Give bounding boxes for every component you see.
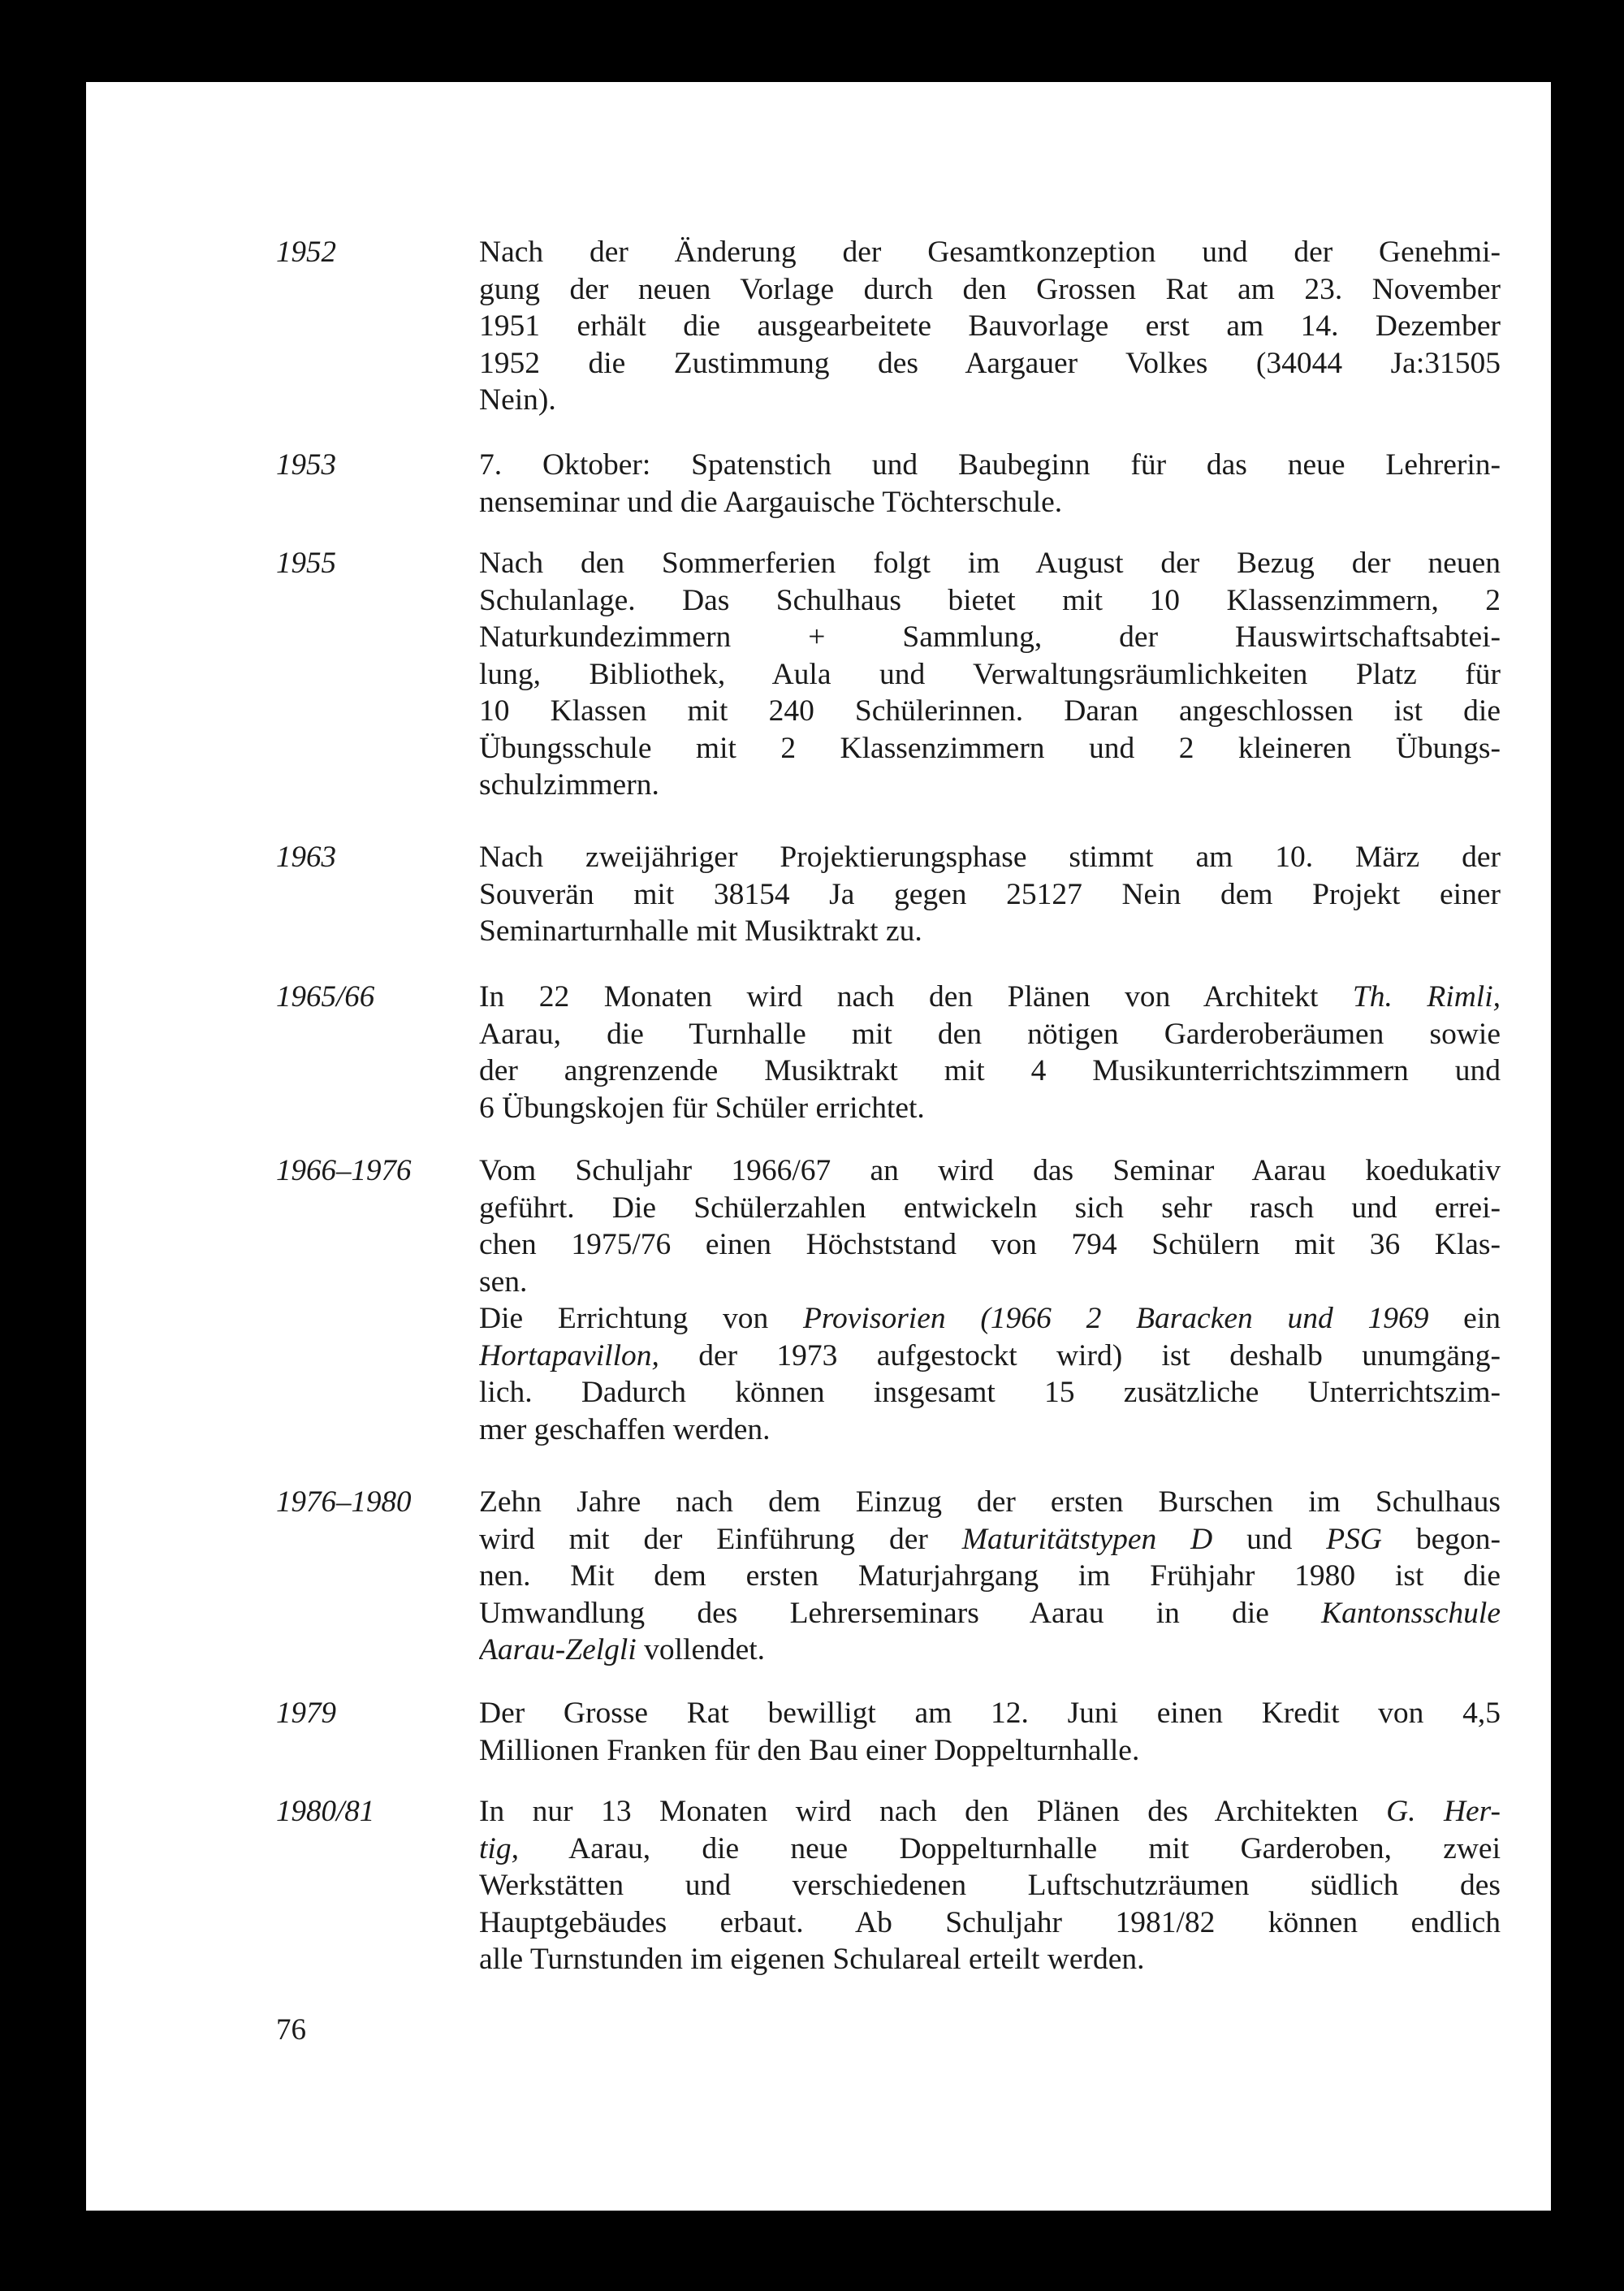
entry-text xyxy=(479,234,1501,419)
body-text: 7. Oktober: Spatenstich und Baubeginn für das neue Lehrerin- xyxy=(479,448,1501,482)
body-text: chen 1975/76 einen Höchststand von 794 Schülern mit 36 Klas- xyxy=(479,1228,1501,1261)
text-line xyxy=(479,1374,1501,1411)
text-line xyxy=(479,1941,1501,1978)
text-line xyxy=(479,234,1501,271)
body-text: Schulanlage. Das Schulhaus bietet mit 10 Klassenzimmern, 2 xyxy=(479,583,1501,617)
entry-text xyxy=(479,1793,1501,1978)
entry-year: 1965/66 xyxy=(276,980,375,1014)
body-text: lich. Dadurch können insgesamt 15 zusätzliche Unterrichtszim- xyxy=(479,1376,1501,1409)
body-text: nenseminar und die Aargauische Töchterschule. xyxy=(479,485,1063,519)
text-line xyxy=(479,308,1501,345)
italic-text: Maturitätstypen D xyxy=(961,1522,1213,1556)
text-line xyxy=(479,913,1501,950)
text-line xyxy=(479,484,1501,521)
text-line xyxy=(479,1090,1501,1127)
italic-text: Hortapavillon, xyxy=(479,1338,659,1372)
text-line xyxy=(479,545,1501,582)
entry-year: 1976–1980 xyxy=(276,1485,412,1519)
body-text: geführt. Die Schülerzahlen entwickeln sich sehr rasch und errei- xyxy=(479,1191,1501,1225)
body-text: 1951 erhält die ausgearbeitete Bauvorlage erst am 14. Dezember xyxy=(479,309,1501,343)
body-text: der 1973 aufgestockt wird) ist deshalb unumgäng- xyxy=(659,1338,1501,1372)
italic-text: Provisorien (1966 2 Baracken und 1969 xyxy=(802,1302,1429,1335)
entry-text xyxy=(479,545,1501,804)
body-text: Seminarturnhalle mit Musiktrakt zu. xyxy=(479,914,922,948)
italic-text: Th. Rimli, xyxy=(1352,980,1501,1014)
body-text: Millionen Franken für den Bau einer Doppelturnhalle. xyxy=(479,1733,1140,1767)
body-text: Nach zweijähriger Projektierungsphase stimmt am 10. März der xyxy=(479,841,1501,874)
body-text: begon- xyxy=(1382,1522,1501,1556)
body-text: schulzimmern. xyxy=(479,768,659,802)
body-text: Vom Schuljahr 1966/67 an wird das Seminar Aarau koedukativ xyxy=(479,1154,1501,1187)
body-text: Nach der Änderung der Gesamtkonzeption und der Genehmi- xyxy=(479,236,1501,269)
body-text: ein xyxy=(1428,1302,1501,1335)
body-text: Nach den Sommerferien folgt im August der Bezug der neuen xyxy=(479,547,1501,580)
body-text: Werkstätten und verschiedenen Luftschutzräumen südlich des xyxy=(479,1869,1501,1902)
text-line xyxy=(479,1016,1501,1053)
entry-year: 1953 xyxy=(276,448,336,482)
entry-year: 1979 xyxy=(276,1697,336,1730)
text-line xyxy=(479,1226,1501,1264)
body-text: Aarau, die Turnhalle mit den nötigen Garderoberäumen sowie xyxy=(479,1017,1501,1051)
body-text: In 22 Monaten wird nach den Plänen von Architekt xyxy=(479,980,1353,1014)
entry-year: 1963 xyxy=(276,841,336,874)
text-line xyxy=(479,1695,1501,1732)
text-line xyxy=(479,1732,1501,1770)
text-line xyxy=(479,619,1501,656)
text-line xyxy=(479,839,1501,876)
entry-text xyxy=(479,979,1501,1126)
text-line xyxy=(479,1867,1501,1904)
body-text: Aarau, die neue Doppelturnhalle mit Garderoben, zwei xyxy=(518,1831,1501,1865)
entry-year: 1955 xyxy=(276,547,336,580)
body-text: 6 Übungskojen für Schüler errichtet. xyxy=(479,1091,925,1125)
entry-text xyxy=(479,839,1501,950)
text-line xyxy=(479,1793,1501,1831)
body-text: Nein). xyxy=(479,383,556,417)
body-text: mer geschaffen werden. xyxy=(479,1412,771,1446)
text-line xyxy=(479,1595,1501,1632)
body-text: alle Turnstunden im eigenen Schulareal erteilt werden. xyxy=(479,1943,1145,1976)
body-text: 10 Klassen mit 240 Schülerinnen. Daran angeschlossen ist die xyxy=(479,694,1501,728)
text-line xyxy=(479,345,1501,383)
entry-text xyxy=(479,1152,1501,1448)
text-line xyxy=(479,876,1501,914)
body-text: Souverän mit 38154 Ja gegen 25127 Nein dem Projekt einer xyxy=(479,877,1501,911)
body-text: Naturkundezimmern + Sammlung, der Hauswirtschaftsabtei- xyxy=(479,620,1501,654)
italic-text: Kantonsschule xyxy=(1321,1596,1501,1630)
text-line xyxy=(479,1411,1501,1449)
body-text: und xyxy=(1212,1522,1327,1556)
body-text: der angrenzende Musiktrakt mit 4 Musikunterrichtszimmern und xyxy=(479,1054,1501,1087)
text-line xyxy=(479,582,1501,620)
body-text: nen. Mit dem ersten Maturjahrgang im Frühjahr 1980 ist die xyxy=(479,1559,1501,1593)
body-text: Hauptgebäudes erbaut. Ab Schuljahr 1981/82 können endlich xyxy=(479,1905,1501,1939)
body-text: Der Grosse Rat bewilligt am 12. Juni einen Kredit von 4,5 xyxy=(479,1697,1501,1730)
body-text: Übungsschule mit 2 Klassenzimmern und 2 kleineren Übungs- xyxy=(479,731,1501,765)
entry-text xyxy=(479,447,1501,521)
text-line xyxy=(479,447,1501,484)
page-number: 76 xyxy=(276,2013,306,2047)
text-line xyxy=(479,271,1501,309)
text-line xyxy=(479,1053,1501,1090)
body-text: 1952 die Zustimmung des Aargauer Volkes (34044 Ja:31505 xyxy=(479,346,1501,380)
text-line xyxy=(479,1558,1501,1595)
text-line xyxy=(479,1521,1501,1558)
italic-text: PSG xyxy=(1326,1522,1382,1556)
text-line xyxy=(479,1632,1501,1669)
body-text: In nur 13 Monaten wird nach den Plänen des Architekten xyxy=(479,1795,1387,1828)
entry-year: 1980/81 xyxy=(276,1795,375,1828)
body-text: sen. xyxy=(479,1264,528,1299)
text-line xyxy=(479,1484,1501,1521)
text-line xyxy=(479,1264,1501,1301)
body-text: Zehn Jahre nach dem Einzug der ersten Burschen im Schulhaus xyxy=(479,1485,1501,1519)
italic-text: G. Her- xyxy=(1386,1795,1501,1828)
text-line xyxy=(479,1831,1501,1868)
text-line xyxy=(479,1904,1501,1942)
text-line xyxy=(479,979,1501,1016)
text-line xyxy=(479,767,1501,804)
body-text: vollendet. xyxy=(636,1633,766,1666)
italic-text: tig, xyxy=(479,1831,519,1865)
italic-text: Aarau-Zelgli xyxy=(479,1633,637,1666)
text-line xyxy=(479,1338,1501,1375)
text-line xyxy=(479,1300,1501,1338)
text-line xyxy=(479,382,1501,419)
entry-text xyxy=(479,1484,1501,1669)
text-line xyxy=(479,1152,1501,1190)
text-line xyxy=(479,730,1501,767)
body-text: lung, Bibliothek, Aula und Verwaltungsräumlichkeiten Platz für xyxy=(479,657,1501,691)
entry-text xyxy=(479,1695,1501,1769)
entry-year: 1952 xyxy=(276,236,336,269)
book-page xyxy=(86,82,1551,2211)
body-text: wird mit der Einführung der xyxy=(479,1522,962,1556)
entry-year: 1966–1976 xyxy=(276,1154,412,1187)
text-line xyxy=(479,693,1501,730)
text-line xyxy=(479,1190,1501,1227)
text-line xyxy=(479,656,1501,694)
body-text: Umwandlung des Lehrerseminars Aarau in die xyxy=(479,1596,1322,1630)
body-text: Die Errichtung von xyxy=(479,1302,803,1335)
body-text: gung der neuen Vorlage durch den Grossen Rat am 23. November xyxy=(479,272,1501,306)
